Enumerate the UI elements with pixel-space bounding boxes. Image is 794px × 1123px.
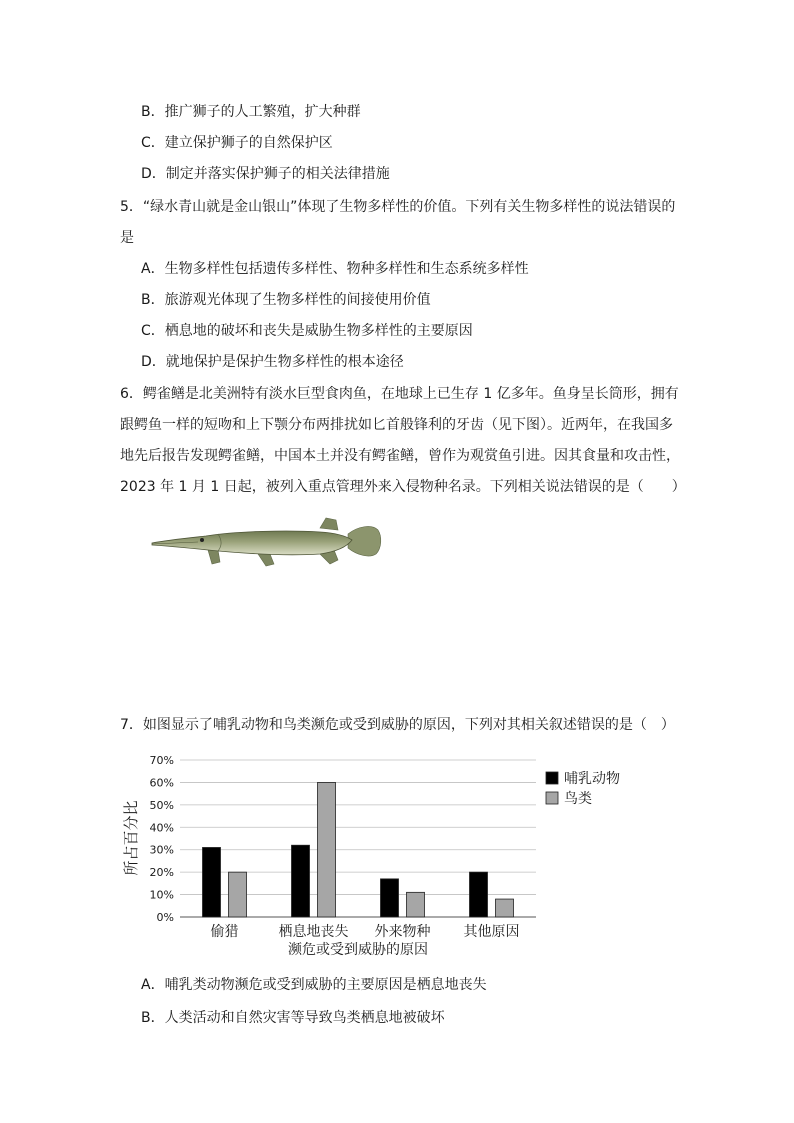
- legend-swatch: [546, 792, 558, 804]
- y-tick-label: 10%: [149, 888, 174, 902]
- q6-stem-line4: 2023 年 1 月 1 日起，被列入重点管理外来入侵物种名录。下列相关说法错误的是（ ）: [120, 479, 686, 495]
- legend-swatch: [546, 772, 558, 784]
- y-tick-label: 40%: [149, 821, 174, 835]
- q6-stem-line2: 跟鳄鱼一样的短吻和上下颚分布两排扰如匕首般锋利的牙齿（见下图）。近两年，在我国多: [120, 417, 673, 433]
- bar-mammal: [470, 872, 488, 917]
- q5-stem-line2: 是: [120, 230, 134, 246]
- q6-stem-line3: 地先后报告发现鳄雀鳝，中国本土并没有鳄雀鳝，曾作为观赏鱼引进。因其食量和攻击性，: [120, 448, 680, 464]
- q5-option-d: D．就地保护是保护生物多样性的根本途径: [141, 354, 404, 370]
- bar-mammal: [381, 879, 399, 917]
- legend-label: 哺乳动物: [564, 771, 620, 787]
- q7-option-b: B．人类活动和自然灾害等导致鸟类栖息地被破坏: [141, 1010, 445, 1026]
- q7-option-a: A．哺乳类动物濒危或受到威胁的主要原因是栖息地丧失: [141, 977, 487, 993]
- x-tick-label: 外来物种: [374, 924, 431, 940]
- bar-bird: [318, 782, 336, 917]
- y-tick-label: 60%: [149, 776, 174, 790]
- q5-option-c: C．栖息地的破坏和丧失是威胁生物多样性的主要原因: [141, 323, 473, 339]
- y-tick-label: 50%: [149, 798, 174, 812]
- q5-option-b: B．旅游观光体现了生物多样性的间接使用价值: [141, 292, 431, 308]
- bar-mammal: [203, 847, 221, 917]
- y-tick-label: 0%: [156, 911, 174, 924]
- q4-option-c: C．建立保护狮子的自然保护区: [141, 135, 333, 151]
- x-tick-label: 栖息地丧失: [278, 924, 349, 940]
- bar-bird: [229, 872, 247, 917]
- y-tick-label: 30%: [149, 843, 174, 857]
- q5-option-a: A．生物多样性包括遗传多样性、物种多样性和生态系统多样性: [141, 261, 529, 277]
- q7-stem: 7．如图显示了哺乳动物和鸟类濒危或受到威胁的原因，下列对其相关叙述错误的是（ ）: [120, 717, 675, 733]
- q6-stem-line1: 6．鳄雀鳝是北美洲特有淡水巨型食肉鱼，在地球上已生存 1 亿多年。鱼身呈长筒形，拥有: [120, 386, 679, 402]
- bar-mammal: [292, 845, 310, 917]
- threat-causes-bar-chart: [118, 748, 638, 960]
- y-axis-label: 所占百分比: [122, 800, 140, 876]
- bar-bird: [407, 892, 425, 917]
- q4-option-b: B．推广狮子的人工繁殖，扩大种群: [141, 104, 361, 120]
- q4-option-d: D．制定并落实保护狮子的相关法律措施: [141, 166, 390, 182]
- y-tick-label: 20%: [149, 866, 174, 880]
- x-axis-label: 濒危或受到威胁的原因: [288, 942, 428, 958]
- q5-stem-line1: 5．“绿水青山就是金山银山”体现了生物多样性的价值。下列有关生物多样性的说法错误的: [120, 199, 676, 215]
- bar-bird: [496, 899, 514, 917]
- x-tick-label: 其他原因: [463, 924, 520, 940]
- legend-label: 鸟类: [564, 791, 592, 807]
- x-tick-label: 偷猎: [210, 924, 239, 940]
- alligator-gar-illustration: [148, 514, 384, 574]
- y-tick-label: 70%: [149, 754, 174, 767]
